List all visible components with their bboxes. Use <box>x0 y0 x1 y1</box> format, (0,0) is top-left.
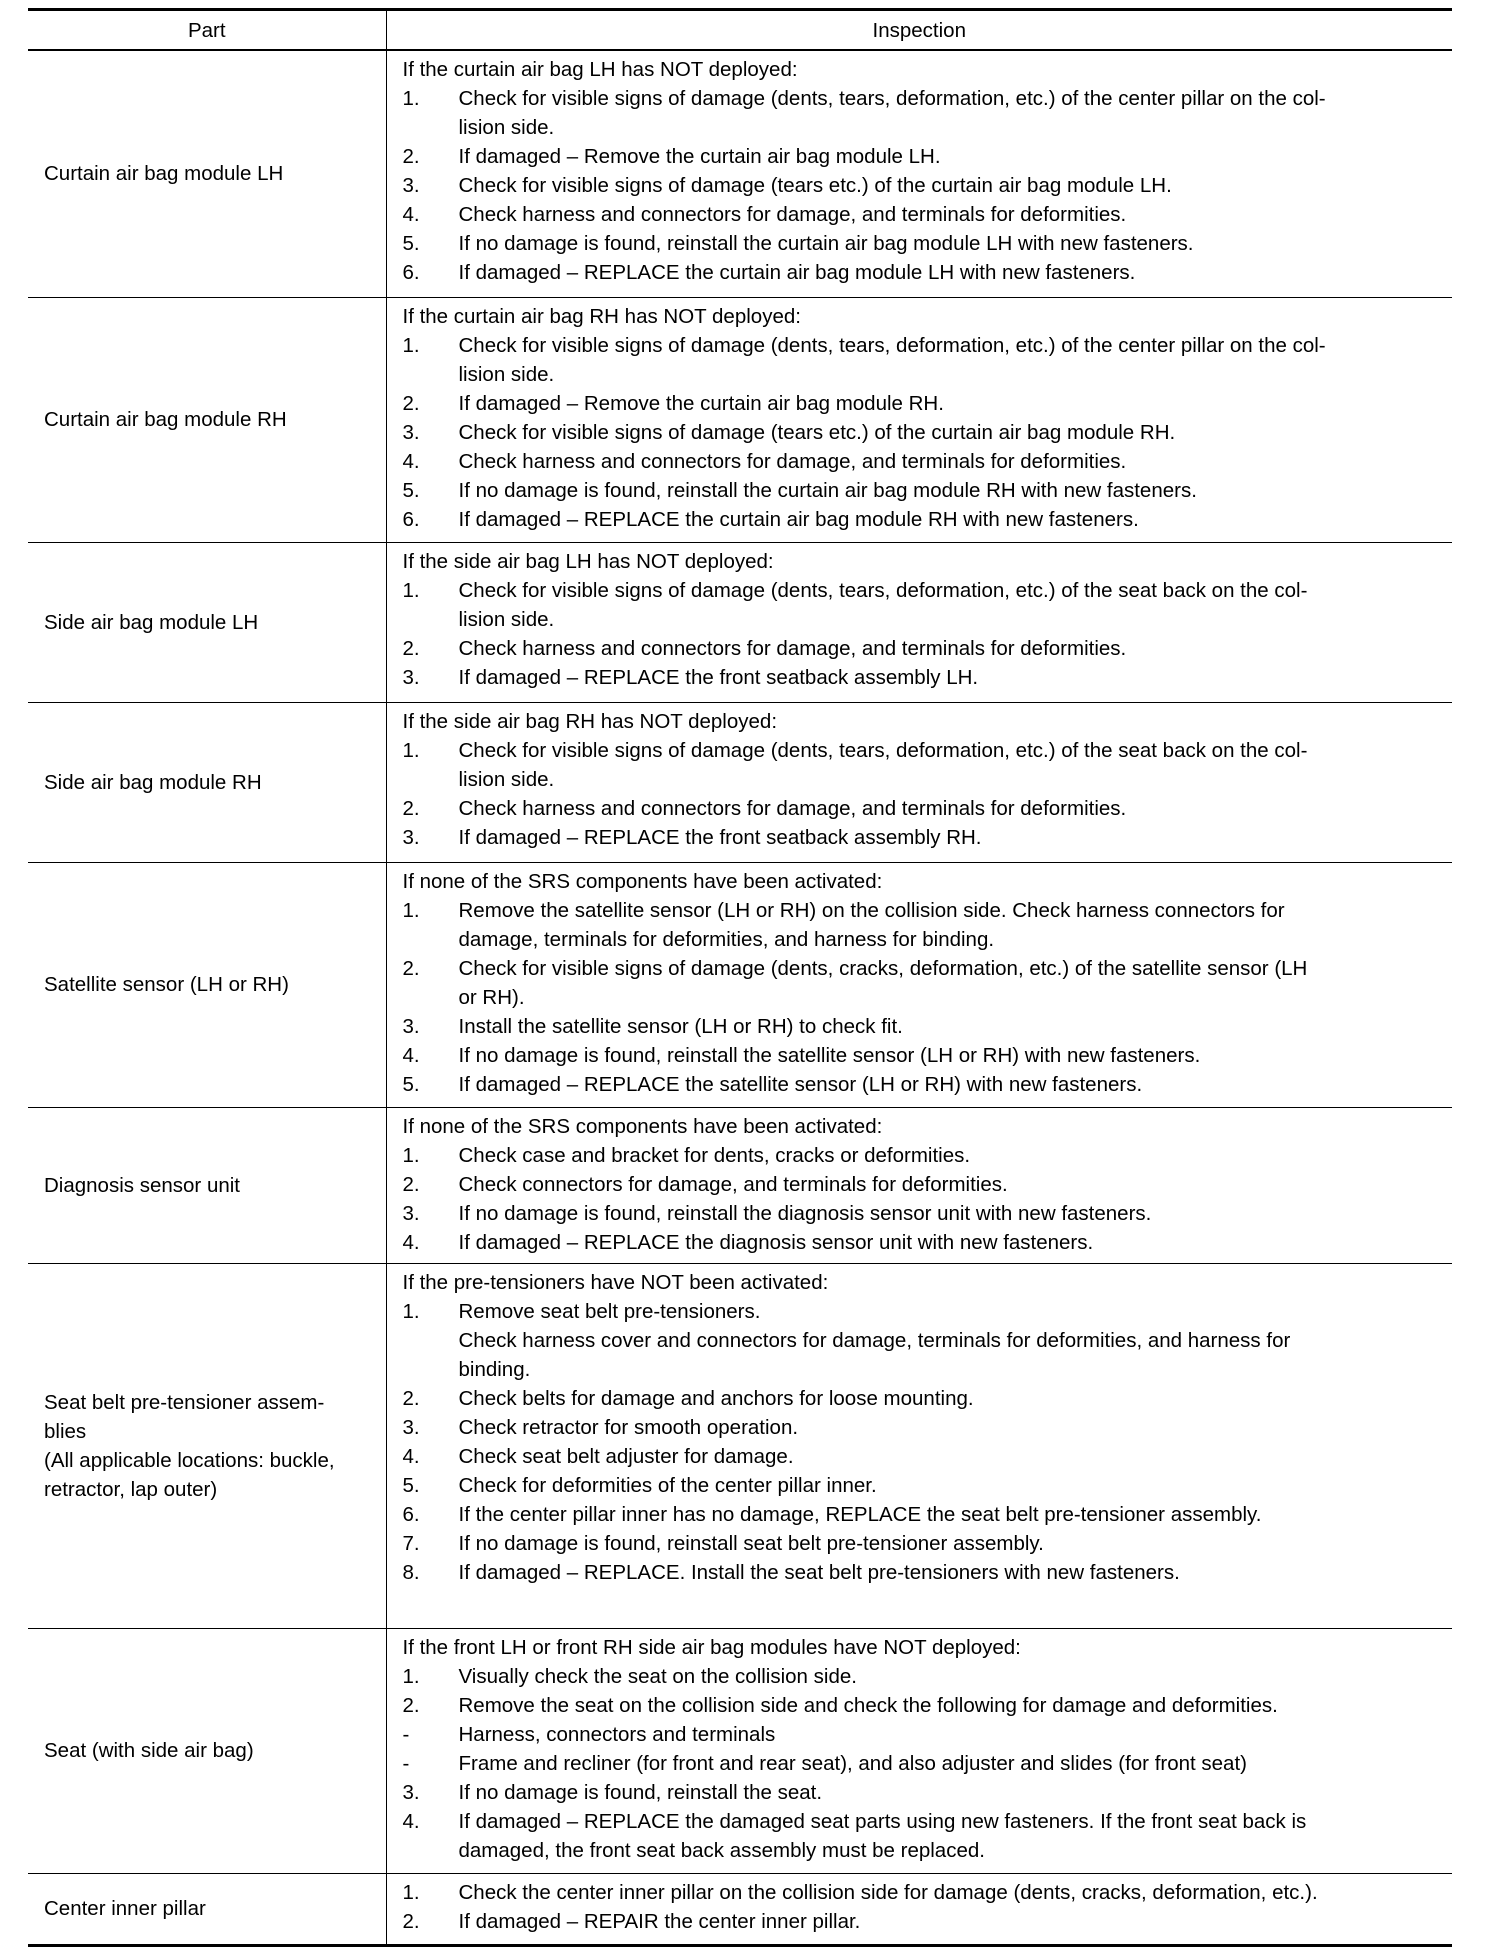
step-text <box>459 1471 1445 1500</box>
step-text-line: If no damage is found, reinstall the curtain air bag module RH with new fasteners. <box>458 478 1197 502</box>
step-text-line: If no damage is found, reinstall the satellite sensor (LH or RH) with new fasteners. <box>458 1043 1201 1067</box>
step-text-line: binding. <box>458 1357 531 1381</box>
step-text <box>459 1529 1445 1558</box>
step-text-line: Check for visible signs of damage (tears etc.) of the curtain air bag module LH. <box>458 174 1172 197</box>
step-number: - <box>402 1722 410 1746</box>
inspection-step <box>403 954 1445 1012</box>
inspection-cell <box>386 1628 1452 1873</box>
step-text-line: Check for visible signs of damage (tears etc.) of the curtain air bag module RH. <box>458 420 1176 444</box>
step-number: 2. <box>402 1386 420 1410</box>
step-text <box>459 331 1445 389</box>
step-number: 3. <box>402 825 420 849</box>
step-text-line: Install the satellite sensor (LH or RH) to check fit. <box>458 1014 903 1038</box>
inspection-step <box>403 1070 1445 1099</box>
step-number: 4. <box>402 1043 420 1067</box>
part-label: Satellite sensor (LH or RH) <box>44 973 289 996</box>
table-row <box>28 50 1452 297</box>
part-cell <box>28 1263 386 1628</box>
inspection-intro: If the front LH or front RH side air bag modules have NOT deployed: <box>402 1635 1021 1659</box>
inspection-table <box>28 8 1452 1947</box>
step-text-line: If the center pillar inner has no damage, REPLACE the seat belt pre-tensioner assembly. <box>458 1502 1262 1526</box>
step-text-line: Check for visible signs of damage (dents, tears, deformation, etc.) of the seat back on the col- <box>458 578 1308 602</box>
part-label: Side air bag module LH <box>44 610 259 634</box>
part-label-line: blies <box>44 1419 87 1443</box>
step-number: 1. <box>402 578 420 602</box>
inspection-intro: If the curtain air bag RH has NOT deployed: <box>402 304 801 328</box>
step-text-line: lision side. <box>458 116 555 139</box>
part-cell <box>28 297 386 542</box>
step-number: 6. <box>402 261 420 284</box>
step-text <box>459 84 1445 142</box>
inspection-cell <box>386 1107 1452 1263</box>
step-text <box>459 1012 1445 1041</box>
step-text-line: Check belts for damage and anchors for loose mounting. <box>458 1386 974 1410</box>
table-row <box>28 862 1452 1107</box>
step-text <box>459 1442 1445 1471</box>
step-number: 2. <box>402 956 420 980</box>
step-text <box>459 1070 1445 1099</box>
inspection-step <box>403 476 1445 505</box>
step-text-line: Check case and bracket for dents, cracks or deformities. <box>458 1143 971 1167</box>
part-cell <box>28 1628 386 1873</box>
inspection-step <box>403 1807 1445 1865</box>
table-row <box>28 1628 1452 1873</box>
inspection-step <box>403 736 1445 794</box>
inspection-step <box>403 1720 1445 1749</box>
inspection-step <box>403 1228 1445 1257</box>
inspection-step <box>403 1199 1445 1228</box>
table-header <box>28 10 1452 51</box>
step-text <box>459 1199 1445 1228</box>
step-number: 2. <box>402 145 420 168</box>
inspection-step <box>403 1170 1445 1199</box>
step-number: 1. <box>402 87 420 110</box>
inspection-intro: If the side air bag LH has NOT deployed: <box>402 549 774 573</box>
inspection-step <box>403 84 1445 142</box>
step-text <box>459 576 1445 634</box>
inspection-cell <box>386 50 1452 297</box>
inspection-column-header: Inspection <box>386 10 1452 51</box>
table-row <box>28 1263 1452 1628</box>
step-number: 3. <box>402 1014 420 1038</box>
step-number: 3. <box>402 420 420 444</box>
step-text-line: Check retractor for smooth operation. <box>458 1415 799 1439</box>
inspection-step <box>403 1500 1445 1529</box>
table-body <box>28 50 1452 1945</box>
step-text-line: Check the center inner pillar on the collision side for damage (dents, cracks, deformation, etc.). <box>458 1880 1318 1904</box>
inspection-step <box>403 171 1445 200</box>
step-text-line: Visually check the seat on the collision side. <box>458 1664 857 1688</box>
part-label-line: (All applicable locations: buckle, <box>44 1448 335 1472</box>
inspection-step <box>403 1878 1445 1907</box>
step-text <box>459 1500 1445 1529</box>
step-text-line: If damaged – Remove the curtain air bag module LH. <box>458 145 941 168</box>
step-text <box>459 663 1445 692</box>
inspection-cell <box>386 862 1452 1107</box>
step-text-line: If damaged – REPLACE the front seatback assembly LH. <box>458 665 979 689</box>
step-text <box>459 1413 1445 1442</box>
inspection-cell <box>386 297 1452 542</box>
inspection-intro: If none of the SRS components have been activated: <box>402 869 883 893</box>
inspection-step <box>403 663 1445 692</box>
step-text <box>459 823 1445 852</box>
step-text <box>459 258 1445 287</box>
inspection-cell <box>386 702 1452 862</box>
part-label-line: Seat belt pre-tensioner assem- <box>44 1390 325 1414</box>
step-number: 2. <box>402 1172 420 1196</box>
step-number: 1. <box>402 898 420 922</box>
step-text <box>459 418 1445 447</box>
step-text-line: If damaged – REPLACE the diagnosis sensor unit with new fasteners. <box>458 1230 1094 1254</box>
step-text-line: Check for visible signs of damage (dents, cracks, deformation, etc.) of the satellite sensor (LH <box>458 956 1308 980</box>
step-text-line: lision side. <box>458 362 555 386</box>
inspection-step <box>403 1442 1445 1471</box>
step-number: 3. <box>402 1201 420 1225</box>
step-number: 3. <box>402 1780 420 1804</box>
inspection-step <box>403 1041 1445 1070</box>
inspection-step <box>403 229 1445 258</box>
part-cell <box>28 1873 386 1945</box>
step-number: 4. <box>402 203 420 226</box>
step-number: 3. <box>402 174 420 197</box>
inspection-step <box>403 418 1445 447</box>
step-text-line: damaged, the front seat back assembly must be replaced. <box>458 1838 985 1862</box>
step-number: 1. <box>402 1299 420 1323</box>
step-text-line: Frame and recliner (for front and rear seat), and also adjuster and slides (for front seat) <box>458 1751 1247 1775</box>
step-text <box>459 1907 1445 1936</box>
step-number: 4. <box>402 1809 420 1833</box>
step-number: 3. <box>402 665 420 689</box>
step-text <box>459 142 1445 171</box>
table-row <box>28 297 1452 542</box>
step-number: 1. <box>402 333 420 357</box>
step-text <box>459 1662 1445 1691</box>
inspection-step <box>403 142 1445 171</box>
step-text-line: If damaged – REPLACE. Install the seat belt pre-tensioners with new fasteners. <box>458 1560 1180 1584</box>
part-cell <box>28 702 386 862</box>
step-text-line: If damaged – REPLACE the front seatback assembly RH. <box>458 825 982 849</box>
step-text-line: damage, terminals for deformities, and harness for binding. <box>458 927 995 951</box>
part-label: Curtain air bag module LH <box>44 162 284 186</box>
inspection-step <box>403 258 1445 287</box>
step-text-line: Check harness and connectors for damage, and terminals for deformities. <box>458 796 1127 820</box>
step-text <box>459 634 1445 663</box>
step-text-line: Remove the seat on the collision side and check the following for damage and deformities. <box>458 1693 1278 1717</box>
part-cell <box>28 542 386 702</box>
step-number: - <box>402 1751 410 1775</box>
step-text-line: If no damage is found, reinstall seat belt pre-tensioner assembly. <box>458 1531 1044 1555</box>
step-text-line: lision side. <box>458 767 555 791</box>
step-number: 8. <box>402 1560 420 1584</box>
step-number: 2. <box>402 1909 420 1933</box>
step-text <box>459 229 1445 258</box>
inspection-step <box>403 1297 1445 1384</box>
inspection-step <box>403 1749 1445 1778</box>
step-text <box>459 505 1445 534</box>
part-cell <box>28 862 386 1107</box>
inspection-step <box>403 1907 1445 1936</box>
step-number: 5. <box>402 478 420 502</box>
inspection-step <box>403 1778 1445 1807</box>
inspection-step <box>403 331 1445 389</box>
step-text <box>459 171 1445 200</box>
step-number: 1. <box>402 738 420 762</box>
step-text-line: lision side. <box>458 607 555 631</box>
step-text-line: Check for visible signs of damage (dents, tears, deformation, etc.) of the center pillar on the col- <box>458 87 1326 110</box>
inspection-intro: If the pre-tensioners have NOT been activated: <box>402 1270 829 1294</box>
part-label: Diagnosis sensor unit <box>44 1173 240 1197</box>
step-text <box>459 954 1445 1012</box>
step-text-line: Check harness and connectors for damage, and terminals for deformities. <box>458 449 1127 473</box>
step-number: 1. <box>402 1664 420 1688</box>
step-text <box>459 476 1445 505</box>
step-text-line: or RH). <box>458 985 525 1009</box>
inspection-step <box>403 1558 1445 1587</box>
part-label: Side air bag module RH <box>44 770 262 794</box>
inspection-intro: If none of the SRS components have been activated: <box>402 1114 883 1138</box>
step-number: 4. <box>402 1444 420 1468</box>
step-text-line: Check harness cover and connectors for damage, terminals for deformities, and harness for <box>458 1328 1291 1352</box>
table-row <box>28 542 1452 702</box>
table-row <box>28 1873 1452 1945</box>
step-text-line: Check for visible signs of damage (dents, tears, deformation, etc.) of the seat back on the col- <box>458 738 1308 762</box>
step-text <box>459 200 1445 229</box>
step-number: 6. <box>402 1502 420 1526</box>
step-text <box>459 794 1445 823</box>
inspection-intro: If the curtain air bag LH has NOT deployed: <box>402 58 798 81</box>
part-label: Center inner pillar <box>44 1897 206 1920</box>
step-text <box>459 1041 1445 1070</box>
step-number: 3. <box>402 1415 420 1439</box>
inspection-step <box>403 505 1445 534</box>
step-text <box>459 1384 1445 1413</box>
step-text-line: If no damage is found, reinstall the curtain air bag module LH with new fasteners. <box>458 232 1194 255</box>
step-number: 6. <box>402 507 420 531</box>
step-text-line: If damaged – REPLACE the damaged seat parts using new fasteners. If the front seat back is <box>458 1809 1307 1833</box>
part-cell <box>28 50 386 297</box>
step-number: 2. <box>402 636 420 660</box>
part-column-header: Part <box>28 10 386 51</box>
step-text <box>459 1297 1445 1384</box>
inspection-cell <box>386 1263 1452 1628</box>
step-text-line: Check seat belt adjuster for damage. <box>458 1444 794 1468</box>
inspection-step <box>403 200 1445 229</box>
step-text <box>459 1141 1445 1170</box>
step-number: 7. <box>402 1531 420 1555</box>
step-text <box>459 1170 1445 1199</box>
step-number: 5. <box>402 232 420 255</box>
inspection-step <box>403 1384 1445 1413</box>
step-text-line: Check for visible signs of damage (dents, tears, deformation, etc.) of the center pillar on the col- <box>458 333 1326 357</box>
step-text-line: If damaged – REPLACE the satellite sensor (LH or RH) with new fasteners. <box>458 1072 1143 1096</box>
step-text <box>459 1691 1445 1720</box>
step-text <box>459 389 1445 418</box>
step-text <box>459 1878 1445 1907</box>
step-number: 5. <box>402 1072 420 1096</box>
inspection-step <box>403 447 1445 476</box>
step-text <box>459 1558 1445 1587</box>
step-text-line: Check harness and connectors for damage, and terminals for deformities. <box>458 636 1127 660</box>
inspection-intro: If the side air bag RH has NOT deployed: <box>402 709 778 733</box>
inspection-step <box>403 1413 1445 1442</box>
inspection-step <box>403 1012 1445 1041</box>
step-text-line: If no damage is found, reinstall the diagnosis sensor unit with new fasteners. <box>458 1201 1152 1225</box>
inspection-step <box>403 1471 1445 1500</box>
step-text-line: If no damage is found, reinstall the seat. <box>458 1780 823 1804</box>
inspection-step <box>403 389 1445 418</box>
step-text <box>459 1720 1445 1749</box>
step-text <box>459 896 1445 954</box>
inspection-step <box>403 1662 1445 1691</box>
step-text-line: If damaged – Remove the curtain air bag module RH. <box>458 391 944 415</box>
step-text-line: Remove seat belt pre-tensioners. <box>458 1299 761 1323</box>
inspection-cell <box>386 1873 1452 1945</box>
inspection-step <box>403 576 1445 634</box>
header-row <box>28 10 1452 51</box>
step-text <box>459 1778 1445 1807</box>
inspection-step <box>403 823 1445 852</box>
step-number: 4. <box>402 1230 420 1254</box>
step-text-line: If damaged – REPLACE the curtain air bag module LH with new fasteners. <box>458 261 1136 284</box>
step-number: 1. <box>402 1880 420 1904</box>
step-text <box>459 736 1445 794</box>
step-number: 2. <box>402 1693 420 1717</box>
step-number: 4. <box>402 449 420 473</box>
inspection-step <box>403 634 1445 663</box>
step-text-line: Check for deformities of the center pillar inner. <box>458 1473 877 1497</box>
part-cell <box>28 1107 386 1263</box>
table-row <box>28 1107 1452 1263</box>
part-label: Curtain air bag module RH <box>44 408 287 431</box>
step-text <box>459 1749 1445 1778</box>
table-row <box>28 702 1452 862</box>
inspection-step <box>403 1141 1445 1170</box>
inspection-step <box>403 896 1445 954</box>
inspection-step <box>403 794 1445 823</box>
step-number: 2. <box>402 796 420 820</box>
step-text-line: Harness, connectors and terminals <box>458 1722 776 1746</box>
inspection-cell <box>386 542 1452 702</box>
step-text <box>459 447 1445 476</box>
step-text-line: Check harness and connectors for damage, and terminals for deformities. <box>458 203 1127 226</box>
inspection-step <box>403 1529 1445 1558</box>
part-label: Seat (with side air bag) <box>44 1739 254 1762</box>
step-text-line: If damaged – REPAIR the center inner pillar. <box>458 1909 861 1933</box>
inspection-step <box>403 1691 1445 1720</box>
step-number: 2. <box>402 391 420 415</box>
step-text-line: If damaged – REPLACE the curtain air bag module RH with new fasteners. <box>458 507 1139 531</box>
step-text-line: Check connectors for damage, and terminals for deformities. <box>458 1172 1008 1196</box>
step-number: 5. <box>402 1473 420 1497</box>
part-label-line: retractor, lap outer) <box>44 1477 218 1501</box>
step-number: 1. <box>402 1143 420 1167</box>
step-text <box>459 1807 1445 1865</box>
step-text <box>459 1228 1445 1257</box>
step-text-line: Remove the satellite sensor (LH or RH) on the collision side. Check harness connectors for <box>458 898 1285 922</box>
